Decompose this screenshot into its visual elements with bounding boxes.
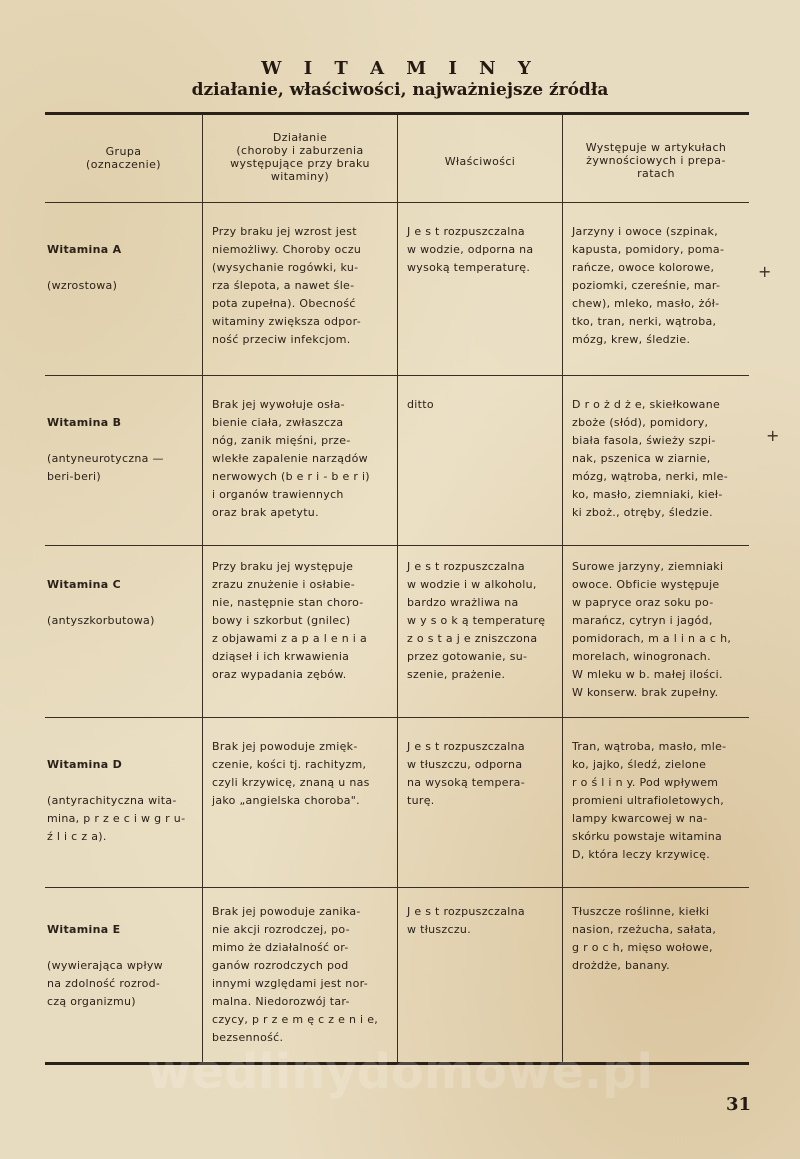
vitamin-group-note: (antyszkorbutowa) bbox=[47, 614, 155, 627]
row-divider bbox=[45, 545, 749, 546]
vitamin-properties: ditto bbox=[407, 398, 434, 411]
vitamin-action: Przy braku jej wzrost jest niemożliwy. Choroby oczu (wysychanie rogówki, ku- rza ślepota, a nawet śle- pota zupełna). Obecność witaminy zwiększa odpor- ność przeciw infekcjom. bbox=[212, 225, 362, 346]
vitamin-action: Brak jej powoduje zanika- nie akcji rozrodczej, po- mimo że działalność or- ganów rozrodczych pod innymi względami jest nor- malna. Niedorozwój tar- czycy, p r z e m ę c z e n i e, bezsenność. bbox=[212, 905, 379, 1044]
vitamin-properties: J e s t rozpuszczalna w wodzie i w alkoholu, bardzo wrażliwa na w y s o k ą temperaturę z o s t a j e zniszczona przez gotowanie, su- szenie, prażenie. bbox=[407, 560, 546, 681]
table-row-group bbox=[47, 396, 197, 486]
vitamin-sources: Surowe jarzyny, ziemniaki owoce. Obficie występuje w papryce oraz soku po- marańcz, cytryn i jagód, pomidorach, m a l i n a c h, morelach, winogronach. W mleku w b. małej ilości. W konserw. brak zupełny. bbox=[572, 560, 732, 699]
table-row-group bbox=[47, 738, 197, 846]
pencil-mark-icon: + bbox=[758, 262, 772, 281]
row-divider bbox=[45, 717, 749, 718]
vitamin-name: Witamina A bbox=[47, 243, 122, 256]
vitamin-properties: J e s t rozpuszczalna w wodzie, odporna na wysoką temperaturę. bbox=[407, 225, 534, 274]
vitamin-action: Przy braku jej występuje zrazu znużenie i osłabie- nie, następnie stan choro- bowy i szkorbut (gnilec) z objawami z a p a l e n i a dziąseł i ich krwawienia oraz wypadania zębów. bbox=[212, 560, 367, 681]
header-sources: Występuje w artykułach żywnościowych i prepa- ratach bbox=[585, 141, 727, 180]
header-properties: Właściwości bbox=[444, 155, 516, 168]
column-divider bbox=[397, 115, 398, 1062]
table-row-group bbox=[47, 903, 197, 1011]
column-divider bbox=[562, 115, 563, 1062]
vitamin-name: Witamina B bbox=[47, 416, 122, 429]
row-divider bbox=[45, 887, 749, 888]
vitamin-name: Witamina E bbox=[47, 923, 121, 936]
vitamin-properties: J e s t rozpuszczalna w tłuszczu, odporna na wysoką tempera- turę. bbox=[407, 740, 525, 807]
header-group: Grupa (oznaczenie) bbox=[86, 145, 161, 171]
watermark-text: wedlinydomowe.pl bbox=[147, 1044, 653, 1100]
vitamin-sources: Jarzyny i owoce (szpinak, kapusta, pomidory, poma- rańcze, owoce kolorowe, poziomki, czereśnie, mar- chew), mleko, masło, żół- tko, tran, nerki, wątroba, mózg, krew, śledzie. bbox=[572, 225, 725, 346]
vitamin-group-note: (antyrachityczna wita- mina, p r z e c i w g r u- ź l i c z a). bbox=[47, 794, 186, 843]
vitamin-sources: Tłuszcze roślinne, kiełki nasion, rzeżucha, sałata, g r o c h, mięso wołowe, drożdże, banany. bbox=[572, 905, 717, 972]
vitamin-sources: D r o ż d ż e, skiełkowane zboże (słód), pomidory, biała fasola, świeży szpi- nak, pszenica w ziarnie, mózg, wątroba, nerki, mle- ko, masło, ziemniaki, kieł- ki zboż., otręby, śledzie. bbox=[572, 398, 728, 519]
page-subtitle: działanie, właściwości, najważniejsze źródła bbox=[191, 80, 609, 100]
row-divider bbox=[45, 375, 749, 376]
vitamin-group-note: (antyneurotyczna — beri-beri) bbox=[47, 452, 164, 483]
vitamin-name: Witamina D bbox=[47, 758, 123, 771]
column-divider bbox=[202, 115, 203, 1062]
pencil-mark-icon: + bbox=[766, 426, 780, 445]
row-divider bbox=[45, 202, 749, 203]
page-number: 31 bbox=[726, 1094, 752, 1115]
table-row-group bbox=[47, 223, 197, 295]
header-action: Działanie (choroby i zaburzenia występujące przy braku witaminy) bbox=[230, 131, 370, 183]
vitamin-properties: J e s t rozpuszczalna w tłuszczu. bbox=[407, 905, 525, 936]
table-row-group bbox=[47, 558, 197, 630]
page-title: W I T A M I N Y bbox=[261, 58, 539, 79]
vitamin-table bbox=[45, 112, 749, 1065]
vitamin-name: Witamina C bbox=[47, 578, 121, 591]
vitamin-group-note: (wywierająca wpływ na zdolność rozrod- czą organizmu) bbox=[47, 959, 163, 1008]
vitamin-action: Brak jej wywołuje osła- bienie ciała, zwłaszcza nóg, zanik mięśni, prze- wlekłe zapalenie narządów nerwowych (b e r i - b e r i) i organów trawiennych oraz brak apetytu. bbox=[212, 398, 370, 519]
vitamin-group-note: (wzrostowa) bbox=[47, 279, 118, 292]
vitamin-sources: Tran, wątroba, masło, mle- ko, jajko, śledź, zielone r o ś l i n y. Pod wpływem promieni ultrafioletowych, lampy kwarcowej w na- skórku powstaje witamina D, która leczy krzywicę. bbox=[572, 740, 727, 861]
vitamin-action: Brak jej powoduje zmięk- czenie, kości tj. rachityzm, czyli krzywicę, znaną u nas jako „angielska choroba". bbox=[212, 740, 370, 807]
